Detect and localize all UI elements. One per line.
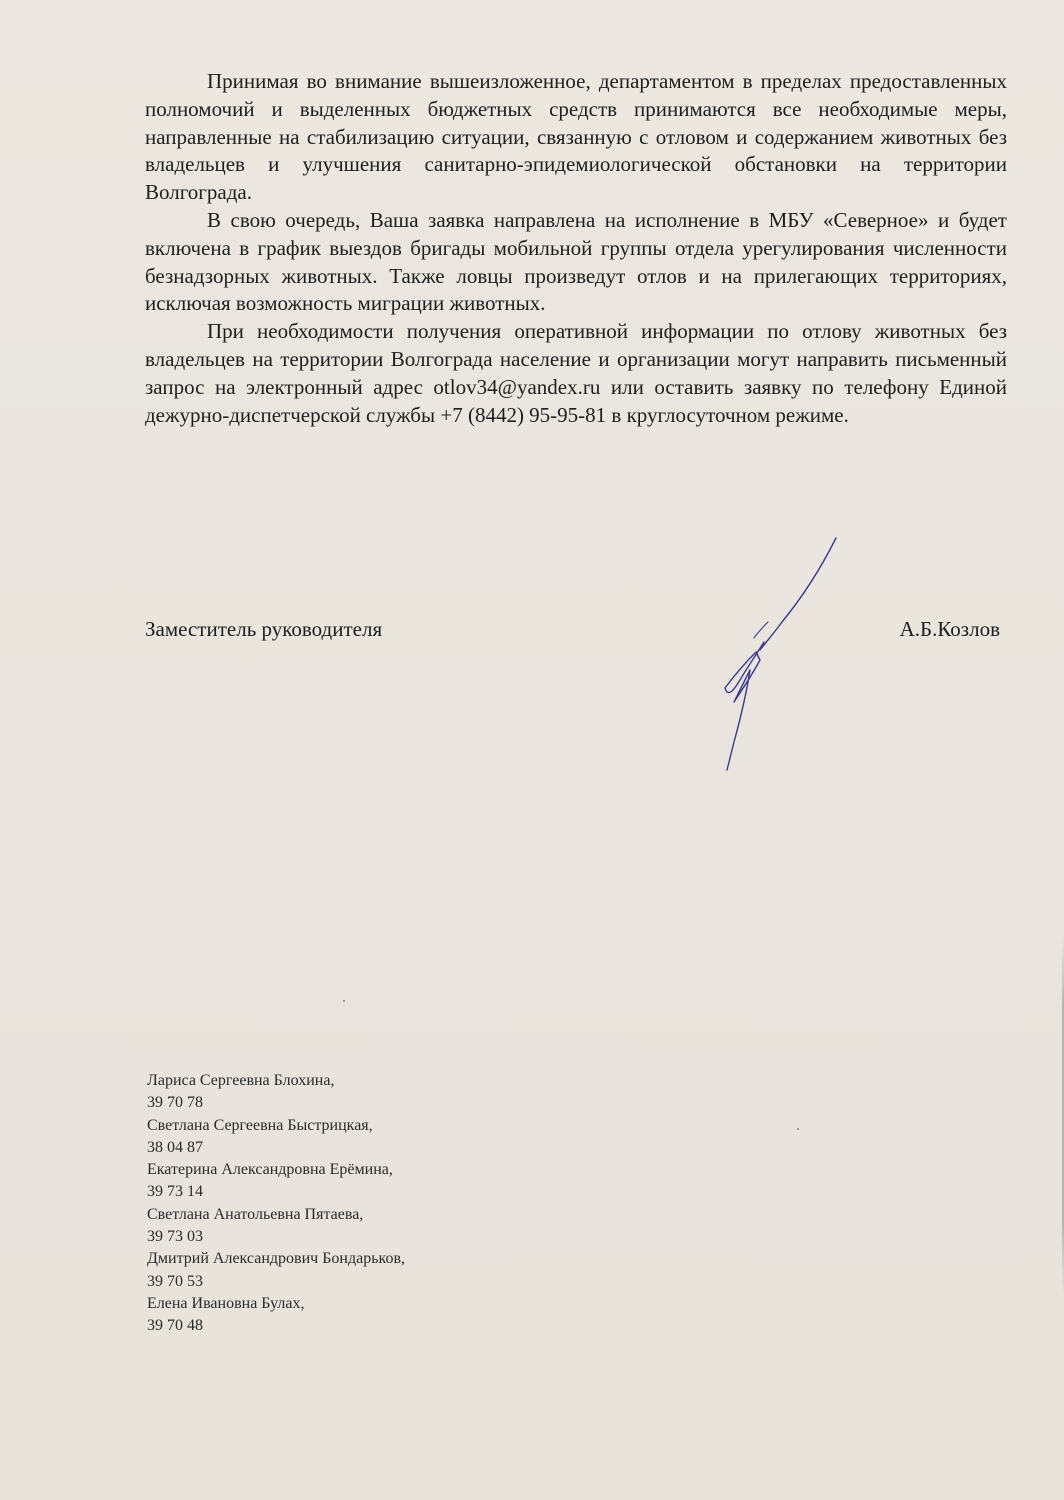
signer-position: Заместитель руководителя (145, 617, 383, 641)
paragraph-2: В свою очередь, Ваша заявка направлена на исполнение в МБУ «Северное» и будет включена в график выездов бригады мобильной группы отдела урегулирования численности безнадзорных животных. Также ловцы произведут отлов и на прилегающих территориях, исключая возможность миграции животных. (145, 207, 1007, 316)
paragraph-1: Принимая во внимание вышеизложенное, департаментом в пределах предоставленных полномочий и выделенных бюджетных средств принимаются все необходимые меры, направленные на стабилизацию ситуации, связанную с отловом и содержанием животных без владельцев и улучшения санитарно-эпидемиологической обстановки на территории Волгограда. (145, 69, 1007, 205)
contact-line: Екатерина Александровна Ерёмина, (147, 1161, 393, 1179)
contact-line: 39 70 48 (147, 1317, 203, 1335)
signer-name: А.Б.Козлов (899, 617, 1000, 641)
paper-speck (343, 1000, 345, 1002)
contact-line: 38 04 87 (147, 1138, 203, 1156)
handwritten-signature (700, 530, 860, 780)
contact-line: Елена Ивановна Булах, (147, 1294, 305, 1312)
contact-line: Светлана Сергеевна Быстрицкая, (147, 1116, 373, 1134)
contact-line: Дмитрий Александрович Бондарьков, (147, 1250, 405, 1268)
contact-line: 39 70 78 (147, 1094, 203, 1112)
contact-line: Лариса Сергеевна Блохина, (147, 1072, 335, 1089)
letter-body (145, 68, 1007, 429)
paper-speck (797, 1128, 799, 1130)
contact-line: 39 70 53 (147, 1272, 203, 1290)
contact-line: 39 73 03 (147, 1228, 203, 1246)
contacts-list (147, 1070, 405, 1338)
paragraph-3: При необходимости получения оперативной информации по отлову животных без владельцев на территории Волгограда население и организации могут направить письменный запрос на электронный адрес otlov34@yandex.ru или оставить заявку по телефону Единой дежурно-диспетчерской службы +7 (8442) 95-95-81 в круглосуточном режиме. (145, 319, 1007, 427)
contact-line: Светлана Анатольевна Пятаева, (147, 1205, 364, 1223)
contact-line: 39 73 14 (147, 1183, 203, 1201)
